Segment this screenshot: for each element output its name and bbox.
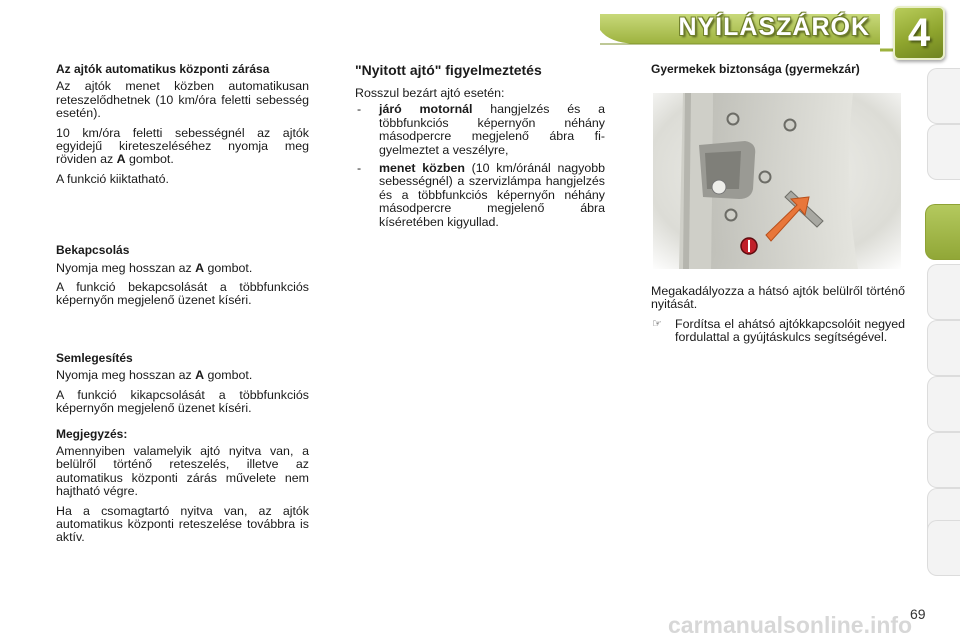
section-heading-deactivation: Semlegesítés — [56, 350, 133, 365]
section-heading-auto-locking: Az ajtók automatikus központi zárása — [56, 62, 270, 76]
chapter-number: 4 — [907, 11, 931, 55]
watermark: carmanualsonline.info — [668, 612, 913, 638]
section-heading-activation: Bekapcsolás — [56, 243, 130, 258]
paragraph: 10 km/óra feletti sebességnél az ajtók egyidejű kireteszeléséhez nyomja meg röviden az A gombot. — [56, 125, 309, 167]
paragraph: A funkció bekapcsolását a többfunkciós képernyőn megjelenő üzenet kíséri. — [56, 280, 309, 308]
chapter-tab-6[interactable] — [927, 320, 960, 376]
chapter-tab-5[interactable] — [927, 264, 960, 320]
paragraph: Az ajtók menet közben automatikusan reteszelődhetnek (10 km/óra feletti sebesség esetén). — [56, 79, 309, 121]
paragraph: Rosszul bezárt ajtó esetén: — [355, 86, 505, 100]
page-number: 69 — [910, 606, 926, 622]
paragraph: Nyomja meg hosszan az A gombot. — [56, 260, 253, 275]
column-open-door-warning — [355, 62, 605, 234]
section-heading-open-door-warning: "Nyitott ajtó" figyelmeztetés — [355, 62, 542, 78]
chapter-tab-4-active[interactable] — [925, 204, 960, 260]
chapter-badge — [893, 6, 945, 60]
chapter-tab-8[interactable] — [927, 432, 960, 488]
paragraph: Ha a csomagtartó nyitva van, az ajtók automatikus központi reteszelése továbbra is aktív. — [56, 503, 309, 545]
paragraph: A funkció kikapcsolását a többfunkciós képernyőn megjelenő üzenet kíséri. — [56, 387, 309, 416]
column-child-lock — [651, 63, 905, 80]
chapter-title: NYÍLÁSZÁRÓK — [678, 13, 870, 41]
pointing-hand-icon: ☞ — [652, 317, 662, 330]
paragraph: Amennyiben valamelyik ajtó nyitva van, a belülről történő reteszelés, illetve az automatikus központi zárás művelete nem hajtható végre. — [56, 443, 309, 499]
column-central-locking — [56, 63, 309, 551]
chapter-tab-10[interactable] — [927, 520, 960, 576]
section-heading-child-lock: Gyermekek biztonsága (gyermekzár) — [651, 62, 860, 76]
paragraph: Megakadályozza a hátsó ajtók belülről történő nyitását. — [651, 284, 905, 312]
chapter-tab-2[interactable] — [927, 124, 960, 180]
list-item: - járó motornál hangjelzés és a többfunkciós képernyőn néhány másodpercre megjelenő ábra figyelmeztet a veszélyre, — [357, 102, 605, 157]
chapter-tab-7[interactable] — [927, 376, 960, 432]
paragraph: A funkció kiiktatható. — [56, 171, 169, 186]
chapter-tabs — [927, 68, 960, 576]
list-item: ☞ Fordítsa el ahátsó ajtókkapcsolóit negyed fordulattal a gyújtáskulcs segítségével. — [652, 316, 905, 345]
chapter-tab-1[interactable] — [927, 68, 960, 124]
door-child-lock-illustration — [653, 93, 901, 269]
paragraph: Nyomja meg hosszan az A gombot. — [56, 368, 253, 383]
column-child-lock-text — [651, 285, 905, 345]
note-heading: Megjegyzés: — [56, 426, 128, 441]
list-item: - menet közben (10 km/óránál nagyobb sebességnél) a szervizlámpa hangjelzés és a többfunkciós képernyőn néhány másodpercre megjelenő ábra kíséretében kigyullad. — [357, 161, 605, 229]
